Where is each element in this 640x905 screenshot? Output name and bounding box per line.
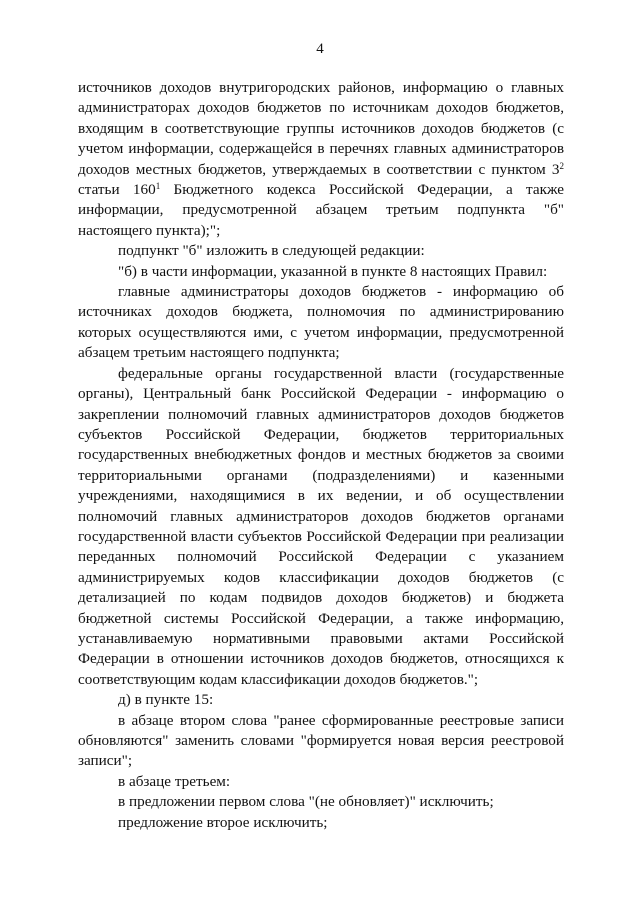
paragraph: предложение второе исключить;	[118, 813, 328, 831]
superscript: 2	[559, 160, 564, 171]
paragraph: подпункт "б" изложить в следующей редакции:	[118, 242, 425, 260]
superscript: 1	[155, 181, 161, 192]
paragraph: федеральные органы государственной власти (государственные органы), Центральный банк Российской Федерации - информацию о закреплении полномочий главных администраторов доходов бюджетов субъектов Российской Федерации, бюджетов территориальных государственных внебюджетных фондов и местных бюджетов за своими территориальными органами (подразделениями) и казенными учреждениями, находящимися в их ведении, и об осуществлении полномочий главных администраторов доходов бюджетов органами государственной власти субъектов Российской Федерации при реализации переданных полномочий Российской Федерации с указанием администрируемых кодов классификации доходов бюджетов (с детализацией по кодам подвидов доходов бюджетов) и бюджета бюджетной системы Российской Федерации, а также информацию, устанавливаемую нормативными правовыми актами Российской Федерации в отношении источников доходов бюджетов, относящихся к соответствующим кодам классификации доходов бюджетов.";	[78, 364, 564, 688]
paragraph: в абзаце третьем:	[118, 772, 231, 790]
page-number: 4	[316, 41, 324, 57]
paragraph: "б) в части информации, указанной в пункте 8 настоящих Правил:	[118, 262, 548, 280]
paragraph-text: статьи 160	[78, 181, 156, 199]
paragraph: в абзаце втором слова "ранее сформированные реестровые записи обновляются" заменить словами "формируется новая версия реестровой записи";	[78, 711, 564, 770]
paragraph-text: Бюджетного кодекса Российской Федерации, а также информации, предусмотренной абзацем третьим подпункта "б" настоящего пункта);";	[78, 181, 565, 239]
paragraph-continuation	[78, 78, 564, 241]
paragraph: главные администраторы доходов бюджетов - информацию об источниках доходов бюджета, полномочия по администрированию которых осуществляются ими, с учетом информации, предусмотренной абзацем третьим настоящего подпункта;	[78, 283, 564, 362]
paragraph: в предложении первом слова "(не обновляет)" исключить;	[118, 793, 494, 811]
document-body	[78, 78, 564, 833]
paragraph-text: источников доходов внутригородских районов, информацию о главных администраторах доходов бюджетов по источникам доходов бюджетов, входящим в соответствующие группы источников доходов бюджетов (с учетом информации, содержащейся в перечнях главных администраторов доходов местных бюджетов, утверждаемых в соответствии с пунктом 3	[78, 79, 564, 178]
paragraph: д) в пункте 15:	[118, 691, 214, 709]
